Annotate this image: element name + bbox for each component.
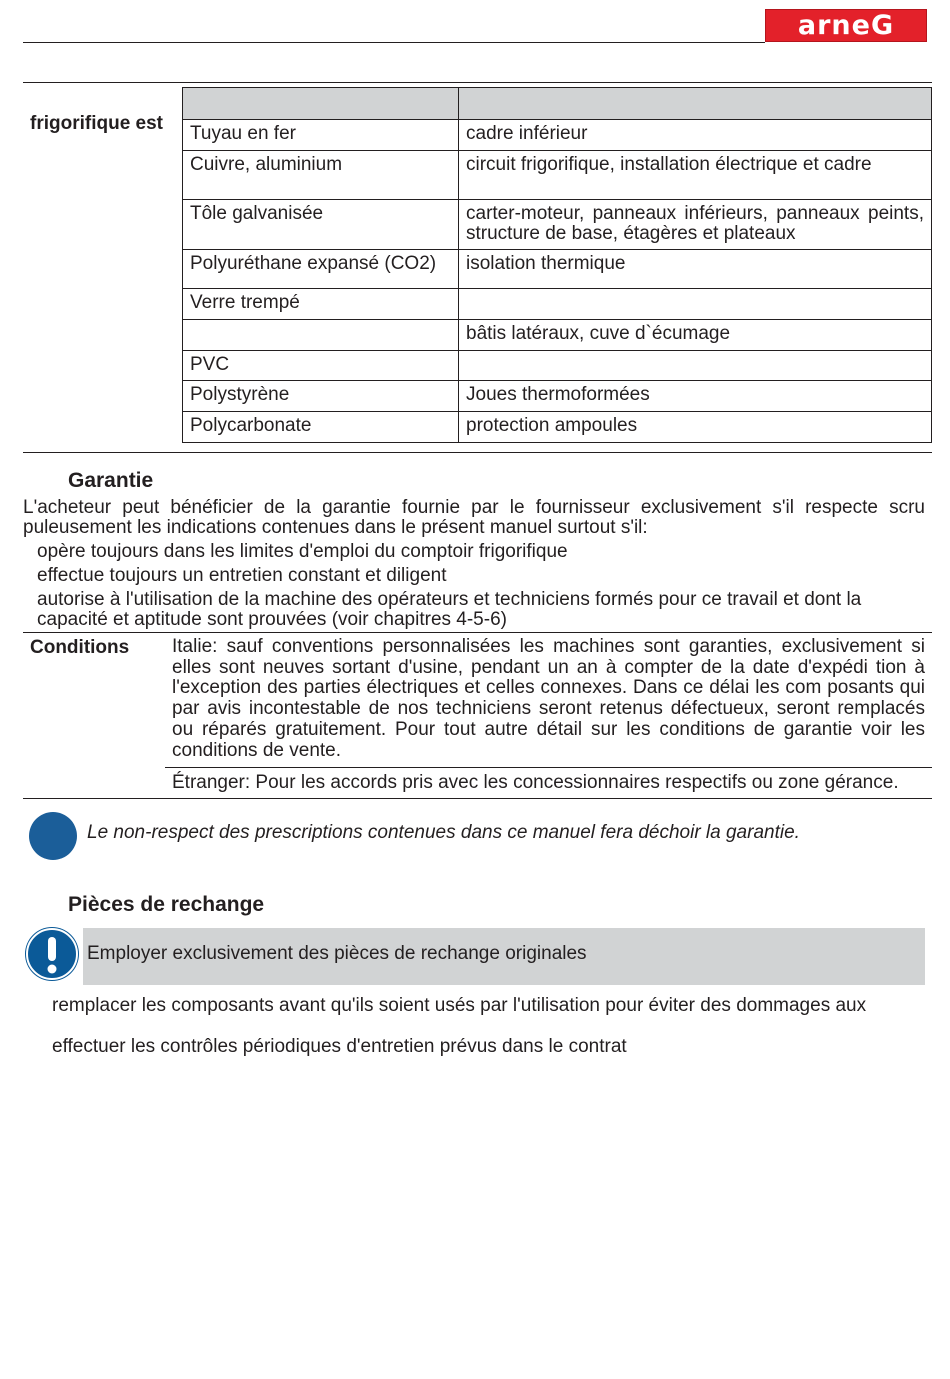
pieces-line-2: effectuer les contrôles périodiques d'entretien prévus dans le contrat bbox=[52, 1036, 627, 1057]
info-icon bbox=[29, 812, 77, 860]
material-cell: Verre trempé bbox=[183, 289, 459, 320]
table-bottom-rule bbox=[23, 452, 932, 453]
usage-cell: cadre inférieur bbox=[459, 120, 932, 151]
table-row bbox=[183, 289, 932, 320]
conditions-etranger: Étranger: Pour les accords pris avec les concessionnaires respectifs ou zone gérance. bbox=[172, 772, 899, 793]
garantie-note: Le non-respect des prescriptions contenues dans ce manuel fera déchoir la garantie. bbox=[87, 822, 800, 843]
usage-cell: carter-moteur, panneaux inférieurs, panneaux peints, structure de base, étagères et plateaux bbox=[459, 200, 932, 250]
conditions-bottom-rule bbox=[23, 798, 932, 799]
garantie-bullet: opère toujours dans les limites d'emploi du comptoir frigorifique bbox=[37, 541, 568, 562]
table-row bbox=[183, 200, 932, 250]
header-cell-material bbox=[183, 88, 459, 120]
warning-text: Employer exclusivement des pièces de rechange originales bbox=[87, 943, 587, 964]
usage-cell: circuit frigorifique, installation électrique et cadre bbox=[459, 151, 932, 200]
material-cell: Cuivre, aluminium bbox=[183, 151, 459, 200]
pieces-heading: Pièces de rechange bbox=[68, 893, 265, 916]
conditions-top-rule bbox=[23, 632, 932, 633]
table-row bbox=[183, 320, 932, 351]
table-row bbox=[183, 381, 932, 412]
header-cell-usage bbox=[459, 88, 932, 120]
table-row bbox=[183, 120, 932, 151]
conditions-label: Conditions bbox=[30, 637, 130, 658]
exclamation-icon bbox=[25, 927, 79, 981]
table-row bbox=[183, 351, 932, 381]
conditions-inner-rule bbox=[165, 767, 932, 768]
usage-cell bbox=[459, 289, 932, 320]
usage-cell: isolation thermique bbox=[459, 250, 932, 289]
conditions-italie: Italie: sauf conventions personnalisées les machines sont garanties, exclusivement si elles sont neuves sortant d'usine, pendant un an à compter de la date d'expédi tion à l'exception des parties électriques et celles connexes. Dans ce délai les com posants qui par avis incontestable de nos techniciens seront retenus défectueux, seront remplacés ou réparés gratuitement. Pour tout autre détail sur les conditions de garantie voir les conditions de vente. bbox=[172, 636, 925, 761]
table-row bbox=[183, 250, 932, 289]
warning-band bbox=[83, 928, 925, 985]
material-cell: Tuyau en fer bbox=[183, 120, 459, 151]
arneg-logo: arneG bbox=[765, 9, 927, 42]
materials-table bbox=[182, 87, 932, 443]
garantie-heading: Garantie bbox=[68, 469, 154, 492]
table-row bbox=[183, 412, 932, 443]
usage-cell: Joues thermoformées bbox=[459, 381, 932, 412]
usage-cell: bâtis latéraux, cuve d`écumage bbox=[459, 320, 932, 351]
header-rule bbox=[23, 42, 765, 43]
table-header-row bbox=[183, 88, 932, 120]
material-cell: Polystyrène bbox=[183, 381, 459, 412]
table-row bbox=[183, 151, 932, 200]
garantie-bullet: autorise à l'utilisation de la machine des opérateurs et techniciens formés pour ce travail et dont la capacité et aptitude sont prouvées (voir chapitres 4-5-6) bbox=[37, 589, 862, 630]
exclamation-glyph bbox=[25, 927, 79, 981]
material-cell: Polycarbonate bbox=[183, 412, 459, 443]
usage-cell bbox=[459, 351, 932, 381]
garantie-bullet: effectue toujours un entretien constant et diligent bbox=[37, 565, 447, 586]
material-cell: Tôle galvanisée bbox=[183, 200, 459, 250]
material-cell bbox=[183, 320, 459, 351]
pieces-line-1: remplacer les composants avant qu'ils soient usés par l'utilisation pour éviter des dommages aux bbox=[52, 995, 867, 1016]
garantie-intro: L'acheteur peut bénéficier de la garantie fournie par le fournisseur exclusivement s'il respecte scru puleusement les indications contenues dans le présent manuel surtout s'il: bbox=[23, 497, 925, 538]
usage-cell: protection ampoules bbox=[459, 412, 932, 443]
table-top-rule bbox=[23, 82, 932, 83]
material-cell: Polyuréthane expansé (CO2) bbox=[183, 250, 459, 289]
materials-side-label: frigorifique est bbox=[30, 113, 164, 134]
material-cell: PVC bbox=[183, 351, 459, 381]
